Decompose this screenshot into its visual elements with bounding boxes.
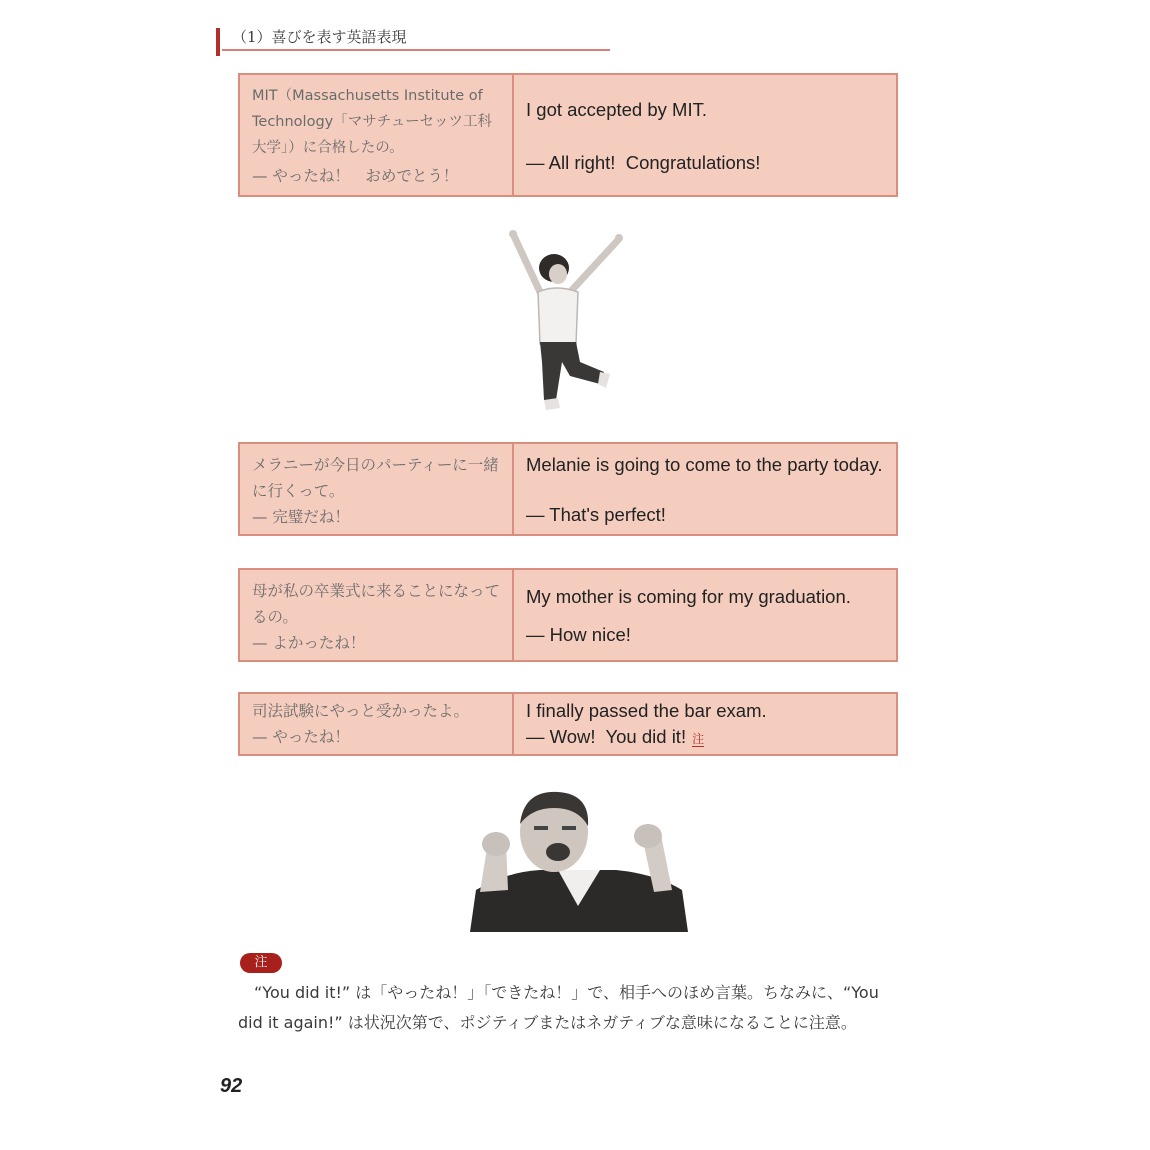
dialog-jp-prompt: 母が私の卒業式に来ることになってるの。 — [252, 582, 501, 626]
dialog-en-prompt: I got accepted by MIT. — [526, 98, 707, 120]
dialog-jp-prompt: 司法試験にやっと受かったよ。 — [252, 702, 470, 720]
dialog-jp-response: — よかったね！ — [252, 634, 366, 652]
jumping-woman-illustration — [500, 222, 630, 417]
dialog-jp-response: — やったね！ おめでとう！ — [252, 167, 459, 185]
dialog-box-3 — [238, 568, 898, 662]
dialog-box-1 — [238, 73, 898, 197]
dialog-en-cell — [514, 694, 896, 754]
header-accent-bar — [216, 28, 220, 56]
dialog-box-4 — [238, 692, 898, 756]
header-underline — [222, 49, 610, 51]
dialog-en-cell — [514, 444, 896, 534]
dialog-jp-cell — [240, 444, 514, 534]
dialog-en-cell — [514, 570, 896, 660]
dialog-en-prompt: I finally passed the bar exam. — [526, 700, 767, 721]
dialog-en-response: — Wow! You did it! — [526, 726, 687, 747]
section-title: （1）喜びを表す英語表現 — [232, 28, 407, 46]
dialog-jp-cell — [240, 75, 514, 195]
dialog-jp-prompt: メラニーが今日のパーティーに一緒に行くって。 — [252, 456, 499, 500]
dialog-jp-response: — 完璧だね！ — [252, 508, 350, 526]
dialog-en-response: — How nice! — [526, 624, 631, 645]
dialog-en-prompt: Melanie is going to come to the party today. — [526, 454, 883, 475]
note-badge: 注 — [240, 953, 282, 973]
dialog-jp-cell — [240, 570, 514, 660]
dialog-jp-cell — [240, 694, 514, 754]
dialog-en-cell — [514, 75, 896, 195]
page-number: 92 — [220, 1075, 243, 1097]
dialog-en-prompt: My mother is coming for my graduation. — [526, 586, 851, 607]
dialog-jp-prompt: MIT（Massachusetts Institute of Technology「マサチューセッツ工科大学」）に合格したの。 — [252, 88, 492, 156]
dialog-box-2 — [238, 442, 898, 536]
dialog-en-response: — All right! Congratulations! — [526, 151, 761, 173]
dialog-jp-response: — やったね！ — [252, 728, 350, 746]
note-text: “You did it!” は「やったね！」「できたね！」で、相手へのほめ言葉。ちなみに、“You did it again!” は状況次第で、ポジティブまたはネガティブな意味になることに注意。 — [238, 983, 879, 1032]
cheering-man-illustration — [466, 786, 692, 932]
note-reference-mark: 注 — [692, 732, 705, 746]
dialog-en-response: — That's perfect! — [526, 504, 666, 525]
